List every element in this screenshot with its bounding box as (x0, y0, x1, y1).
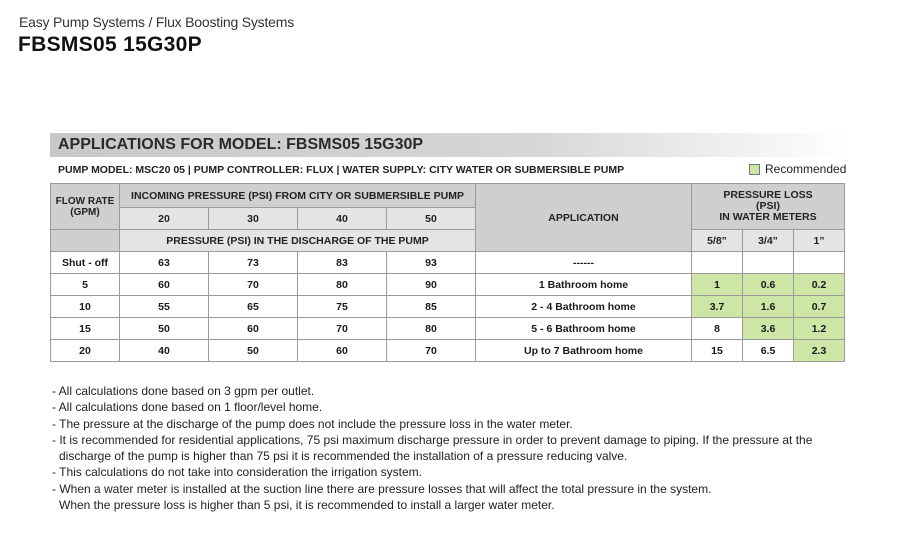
application-cell: 2 - 4 Bathroom home (476, 296, 692, 318)
table-row (51, 252, 845, 274)
note-item: - It is recommended for residential applications, 75 psi maximum discharge pressure in order to prevent damage to piping. If the pressure at the (52, 432, 813, 447)
discharge-pressure-cell: 90 (387, 274, 476, 296)
flow-rate-cell: 5 (51, 274, 120, 296)
pump-info-line: PUMP MODEL: MSC20 05 | PUMP CONTROLLER: FLUX | WATER SUPPLY: CITY WATER OR SUBMERSIBLE PUMP (58, 164, 625, 176)
pressure-loss-cell: 8 (692, 318, 743, 340)
application-cell: 1 Bathroom home (476, 274, 692, 296)
discharge-pressure-cell: 70 (209, 274, 298, 296)
discharge-pressure-cell: 80 (298, 274, 387, 296)
discharge-pressure-cell: 50 (209, 340, 298, 362)
pressure-loss-cell (794, 252, 845, 274)
pressure-loss-cell: 3.7 (692, 296, 743, 318)
pressure-loss-header-line1: PRESSURE LOSS (723, 189, 813, 201)
incoming-pressure-40: 40 (298, 208, 387, 230)
note-item: When the pressure loss is higher than 5 psi, it is recommended to install a larger water meter. (59, 498, 555, 513)
application-header: APPLICATION (476, 184, 692, 252)
flow-rate-cell: 15 (51, 318, 120, 340)
application-cell: ------ (476, 252, 692, 274)
legend-label: Recommended (765, 162, 847, 176)
discharge-pressure-cell: 60 (209, 318, 298, 340)
applications-table (50, 183, 845, 362)
discharge-pressure-cell: 55 (120, 296, 209, 318)
table-row (51, 340, 845, 362)
meter-size-5-8: 5/8” (692, 230, 743, 252)
pressure-loss-cell: 0.2 (794, 274, 845, 296)
discharge-pressure-cell: 70 (387, 340, 476, 362)
discharge-pressure-cell: 85 (387, 296, 476, 318)
table-row (51, 318, 845, 340)
pressure-loss-cell: 1 (692, 274, 743, 296)
discharge-pressure-cell: 60 (120, 274, 209, 296)
note-item: - When a water meter is installed at the suction line there are pressure losses that will affect the total pressure in the system. (52, 481, 712, 496)
pressure-loss-cell (692, 252, 743, 274)
pressure-loss-header (692, 184, 845, 230)
pressure-loss-header-line2: (PSI) (756, 200, 780, 212)
pressure-loss-cell: 0.7 (794, 296, 845, 318)
note-item: - This calculations do not take into consideration the irrigation system. (52, 465, 422, 480)
pressure-loss-header-line3: IN WATER METERS (719, 211, 817, 223)
section-header (50, 133, 850, 157)
discharge-pressure-cell: 73 (209, 252, 298, 274)
flow-rate-cell: 20 (51, 340, 120, 362)
discharge-pressure-header: PRESSURE (PSI) IN THE DISCHARGE OF THE PUMP (120, 230, 476, 252)
flow-rate-cell: 10 (51, 296, 120, 318)
discharge-pressure-cell: 83 (298, 252, 387, 274)
pressure-loss-cell: 1.2 (794, 318, 845, 340)
pressure-loss-cell: 15 (692, 340, 743, 362)
discharge-pressure-cell: 63 (120, 252, 209, 274)
incoming-pressure-30: 30 (209, 208, 298, 230)
pressure-loss-cell: 2.3 (794, 340, 845, 362)
notes (52, 383, 852, 513)
table-row (51, 296, 845, 318)
pressure-loss-cell: 6.5 (743, 340, 794, 362)
meter-size-3-4: 3/4” (743, 230, 794, 252)
breadcrumb: Easy Pump Systems / Flux Boosting Systems (19, 14, 295, 30)
flow-rate-header-spacer (51, 230, 120, 252)
legend (749, 162, 846, 176)
page-title: FBSMS05 15G30P (18, 33, 202, 56)
meter-size-1: 1” (794, 230, 845, 252)
application-cell: 5 - 6 Bathroom home (476, 318, 692, 340)
application-cell: Up to 7 Bathroom home (476, 340, 692, 362)
note-item: - The pressure at the discharge of the pump does not include the pressure loss in the water meter. (52, 416, 573, 431)
incoming-pressure-header: INCOMING PRESSURE (PSI) FROM CITY OR SUBMERSIBLE PUMP (120, 184, 476, 208)
discharge-pressure-cell: 65 (209, 296, 298, 318)
discharge-pressure-cell: 75 (298, 296, 387, 318)
pressure-loss-cell: 3.6 (743, 318, 794, 340)
discharge-pressure-cell: 80 (387, 318, 476, 340)
table-row (51, 274, 845, 296)
incoming-pressure-20: 20 (120, 208, 209, 230)
pressure-loss-cell (743, 252, 794, 274)
section-title: APPLICATIONS FOR MODEL: FBSMS05 15G30P (58, 136, 424, 153)
discharge-pressure-cell: 70 (298, 318, 387, 340)
table-body (51, 252, 845, 362)
pressure-loss-cell: 1.6 (743, 296, 794, 318)
legend-swatch (749, 164, 760, 175)
note-item: discharge of the pump is higher than 75 psi it is recommended the installation of a pressure reducing valve. (59, 449, 628, 464)
discharge-pressure-cell: 60 (298, 340, 387, 362)
note-item: - All calculations done based on 3 gpm per outlet. (52, 384, 315, 398)
discharge-pressure-cell: 93 (387, 252, 476, 274)
discharge-pressure-cell: 40 (120, 340, 209, 362)
flow-rate-cell: Shut - off (51, 252, 120, 274)
incoming-pressure-50: 50 (387, 208, 476, 230)
pressure-loss-cell: 0.6 (743, 274, 794, 296)
note-item: - All calculations done based on 1 floor/level home. (52, 400, 323, 415)
discharge-pressure-cell: 50 (120, 318, 209, 340)
flow-rate-header: FLOW RATE (GPM) (51, 184, 120, 230)
